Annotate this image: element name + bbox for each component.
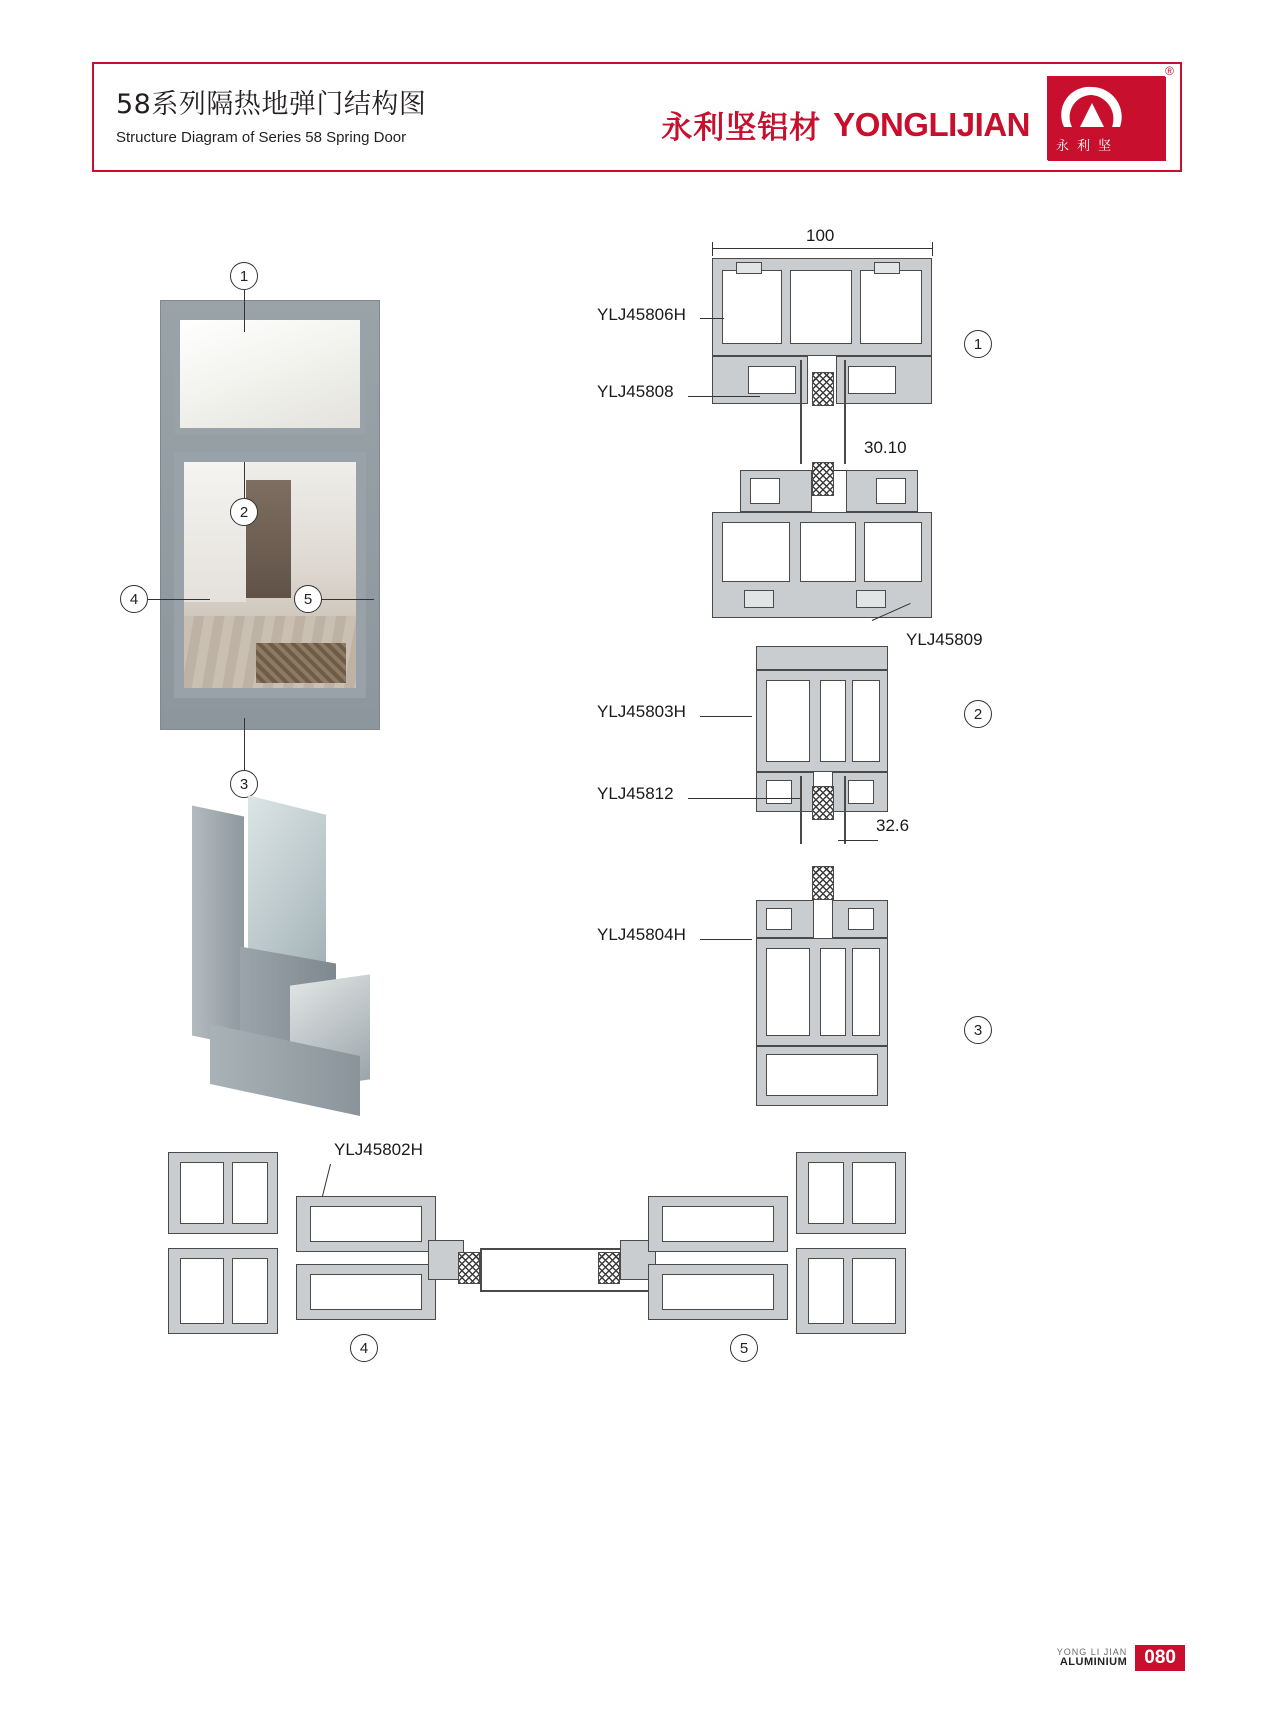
page-footer — [1057, 1645, 1185, 1671]
profile-mid-left-cavity — [750, 478, 780, 504]
dimension-100-line — [712, 248, 932, 249]
profile-45809-groove-b — [856, 590, 886, 608]
dimension-30-10: 30.10 — [864, 438, 907, 457]
profile-right-frame-lower-cavity-a — [808, 1258, 844, 1324]
detail-3-number: 3 — [964, 1016, 992, 1044]
profile-45803h-cavity-mid — [820, 680, 846, 762]
profile-45806h-cavity-mid — [790, 270, 852, 344]
header-titles — [116, 82, 426, 146]
profile-45804h-cavity-right — [852, 948, 880, 1036]
label-ylj45806h: YLJ45806H — [597, 305, 686, 324]
profile-right-frame-upper-cavity-b — [852, 1162, 896, 1224]
profile-45804h-cavity-mid — [820, 948, 846, 1036]
detail-1-number: 1 — [964, 330, 992, 358]
callout-4-photo: 4 — [120, 585, 148, 613]
corner-frame-part — [192, 805, 244, 1046]
profile-45803h-top — [756, 646, 888, 670]
label-ylj45803h-leader — [700, 716, 752, 717]
label-ylj45809: YLJ45809 — [906, 630, 983, 649]
label-ylj45808: YLJ45808 — [597, 382, 674, 401]
thermal-break-hatch-3 — [812, 786, 834, 820]
page-header — [92, 62, 1182, 172]
registered-trademark-icon: ® — [1165, 64, 1174, 78]
brand-wordmark — [661, 102, 1030, 147]
profile-mid-right-cavity — [876, 478, 906, 504]
profile-45804h-upper-left-cavity — [766, 908, 792, 930]
glass-line-1a — [800, 360, 802, 464]
dimension-100-tick-right — [932, 242, 933, 256]
dimension-100-tick-left — [712, 242, 713, 256]
detail-4-number: 4 — [350, 1334, 378, 1362]
glass-line-4a — [480, 1248, 482, 1292]
profile-45808-right-cavity — [848, 366, 896, 394]
page-title-cn: 58系列隔热地弹门结构图 — [116, 89, 427, 120]
thermal-break-hatch-5 — [458, 1252, 480, 1284]
callout-3-photo: 3 — [230, 770, 258, 798]
callout-5-photo: 5 — [294, 585, 322, 613]
profile-45809-groove-a — [744, 590, 774, 608]
label-ylj45808-leader — [688, 396, 760, 397]
transom-glass — [180, 320, 360, 428]
profile-right-frame-lower-cavity-b — [852, 1258, 896, 1324]
glass-line-2b — [844, 776, 846, 844]
profile-right-frame-upper-cavity-a — [808, 1162, 844, 1224]
profile-45804h-foot-cavity — [766, 1054, 878, 1096]
room-wall — [184, 462, 246, 602]
footer-brand-line2: ALUMINIUM — [1059, 1655, 1128, 1668]
profile-45806h-groove-b — [874, 262, 900, 274]
label-ylj45802h: YLJ45802H — [334, 1140, 423, 1159]
door-main-panel — [174, 452, 366, 698]
callout-2-leader — [244, 462, 245, 498]
profile-45809-cavity-mid — [800, 522, 856, 582]
label-ylj45804h-leader — [700, 939, 752, 940]
label-ylj45812-leader — [688, 798, 800, 799]
glass-line-5b — [560, 1290, 648, 1292]
profile-45804h-upper-right-cavity — [848, 908, 874, 930]
profile-45812-right-cavity — [848, 780, 874, 804]
detail-2-number: 2 — [964, 700, 992, 728]
thermal-break-hatch-6 — [598, 1252, 620, 1284]
thermal-break-hatch-1 — [812, 372, 834, 406]
label-ylj45802h-leader — [322, 1164, 331, 1197]
footer-brand — [1057, 1645, 1136, 1671]
callout-3-leader — [244, 718, 245, 770]
profile-45806h-cavity-left — [722, 270, 782, 344]
label-ylj45803h: YLJ45803H — [597, 702, 686, 721]
profile-45803h-cavity-left — [766, 680, 810, 762]
glass-line-4b — [480, 1248, 568, 1250]
room-rug — [256, 643, 345, 684]
profile-left-frame-lower-cavity-b — [232, 1258, 268, 1324]
callout-2-photo: 2 — [230, 498, 258, 526]
callout-1-photo: 1 — [230, 262, 258, 290]
profile-45806h-cavity-right — [860, 270, 922, 344]
company-logo — [1047, 76, 1165, 160]
room-view — [184, 462, 356, 688]
dimension-32-6-leader — [838, 840, 878, 841]
corner-detail-photo — [180, 805, 395, 1105]
glass-line-1b — [844, 360, 846, 464]
profile-45804h-cavity-left — [766, 948, 810, 1036]
profile-45806h-groove-a — [736, 262, 762, 274]
profile-45802h-lower-cavity — [310, 1274, 422, 1310]
detail-5-number: 5 — [730, 1334, 758, 1362]
profile-45812-left-cavity — [766, 780, 792, 804]
profile-left-frame-lower-cavity-a — [180, 1258, 224, 1324]
profile-5-lower-cavity — [662, 1274, 774, 1310]
label-ylj45812: YLJ45812 — [597, 784, 674, 803]
dimension-100: 100 — [806, 226, 835, 245]
logo-inner — [1048, 77, 1164, 159]
logo-label-cn: 永利坚 — [1056, 139, 1120, 154]
profile-5-upper-cavity — [662, 1206, 774, 1242]
footer-brand-line1: YONG LI JIAN — [1056, 1646, 1128, 1657]
door-photo — [160, 300, 380, 730]
label-ylj45806h-leader — [700, 318, 724, 319]
profile-45803h-cavity-right — [852, 680, 880, 762]
glass-line-2a — [800, 776, 802, 844]
profile-left-frame-upper-cavity-b — [232, 1162, 268, 1224]
page-title-en: Structure Diagram of Series 58 Spring Door — [116, 129, 407, 146]
dimension-32-6: 32.6 — [876, 816, 910, 835]
brand-name-cn: 永利坚铝材 — [661, 110, 822, 146]
brand-name-en: YONGLIJIAN — [833, 105, 1030, 143]
profile-left-frame-upper-cavity-a — [180, 1162, 224, 1224]
label-ylj45804h: YLJ45804H — [597, 925, 686, 944]
profile-45802h-upper-cavity — [310, 1206, 422, 1242]
room-doorway — [246, 480, 291, 598]
glass-line-4c — [480, 1290, 568, 1292]
callout-5-leader — [322, 599, 374, 600]
callout-4-leader — [148, 599, 210, 600]
thermal-break-hatch-4 — [812, 866, 834, 900]
profile-45809-cavity-right — [864, 522, 922, 582]
callout-1-leader — [244, 290, 245, 332]
door-transom-panel — [174, 314, 366, 434]
profile-45808-left-cavity — [748, 366, 796, 394]
profile-45809-cavity-left — [722, 522, 790, 582]
thermal-break-hatch-2 — [812, 462, 834, 496]
page-number: 080 — [1135, 1645, 1185, 1671]
